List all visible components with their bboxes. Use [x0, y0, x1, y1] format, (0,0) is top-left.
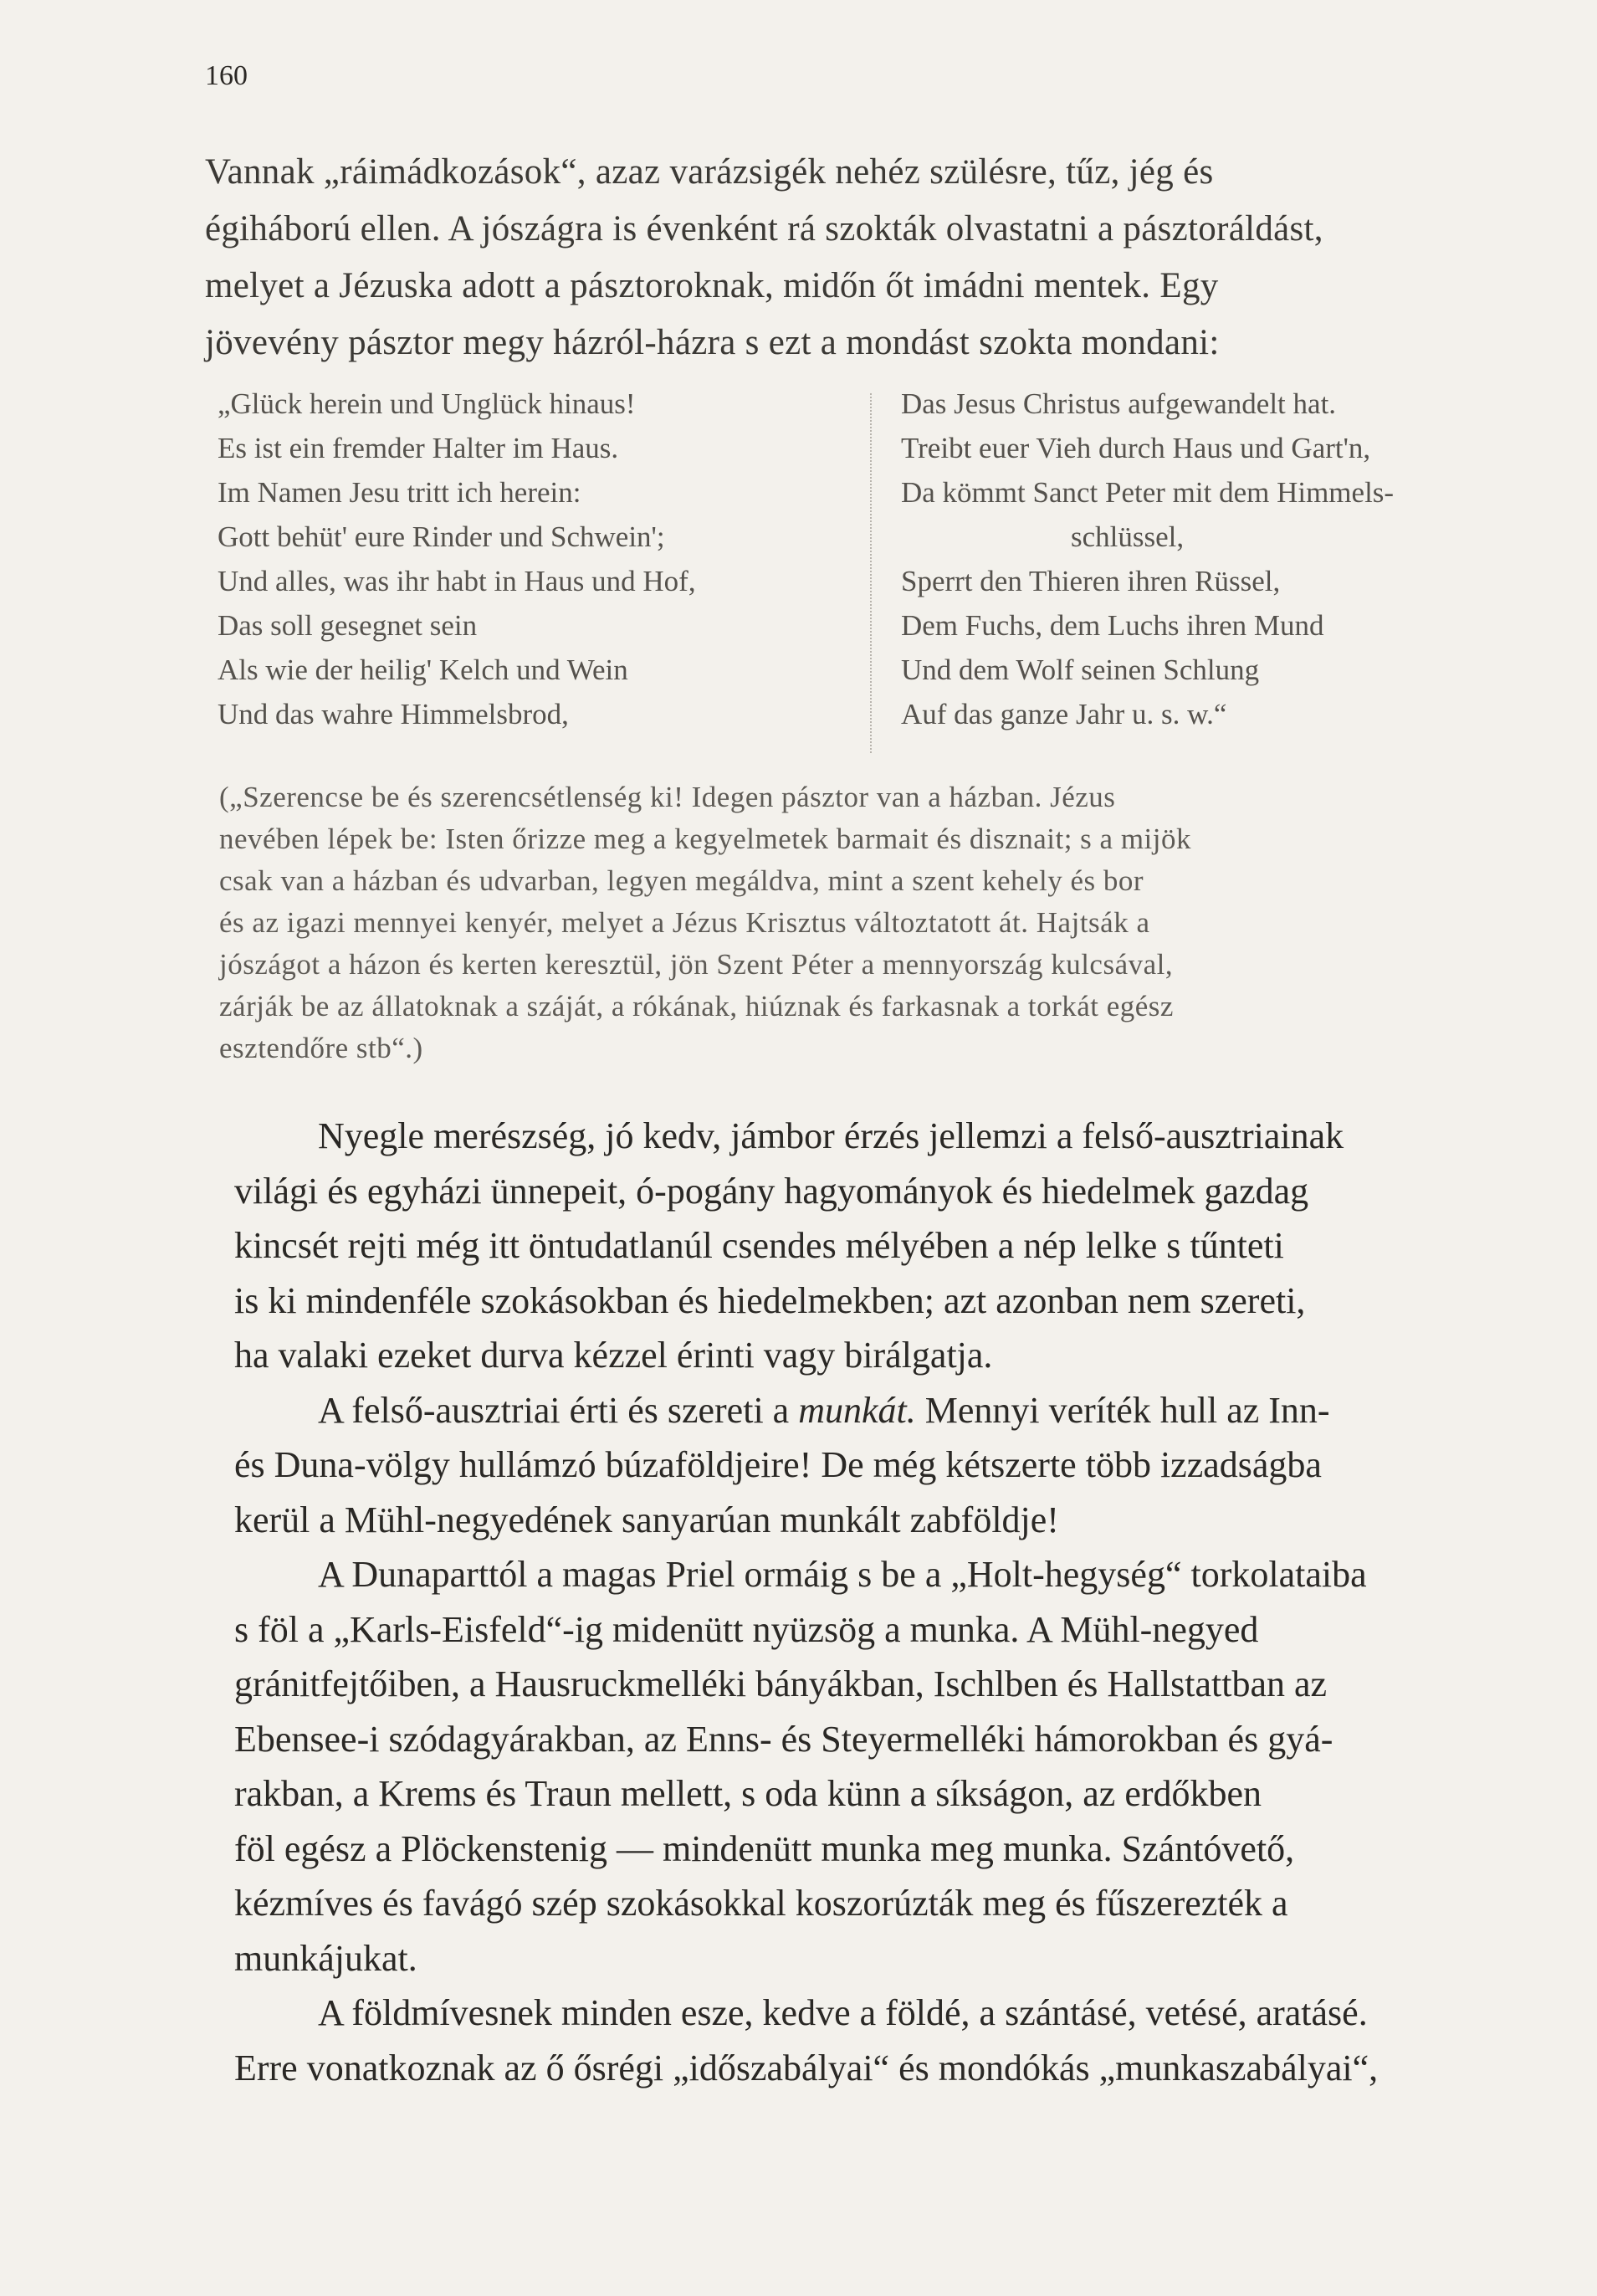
translation-line: nevében lépek be: Isten őrizze meg a kegyelmetek barmait és disznait; s a mijök: [219, 823, 1191, 855]
body-line: gránitfejtőiben, a Hausruckmelléki bányákban, Ischlben és Hallstattban az: [234, 1663, 1328, 1704]
translation-line: csak van a házban és udvarban, legyen megáldva, mint a szent kehely és bor: [219, 864, 1144, 897]
verse-line: Gott behüt' eure Rinder und Schwein';: [218, 520, 665, 553]
body-line: A Dunaparttól a magas Priel ormáig s be a „Holt-hegység“ torkolataiba: [318, 1554, 1367, 1595]
body-line: ha valaki ezeket durva kézzel érinti vagy birálgatja.: [234, 1335, 993, 1376]
verse-left-column: [218, 382, 853, 736]
intro-line: jövevény pásztor megy házról-házra s ezt a mondást szokta mondani:: [205, 323, 1220, 362]
body-line: világi és egyházi ünnepeit, ó-pogány hagyományok és hiedelmek gazdag: [234, 1170, 1309, 1212]
intro-line: égiháború ellen. A jószágra is évenként rá szokták olvastatni a pásztoráldást,: [205, 209, 1323, 249]
verse-line: Das soll gesegnet sein: [218, 609, 478, 642]
body-line: s föl a „Karls-Eisfeld“-ig midenütt nyüzsög a munka. A Mühl-negyed: [234, 1608, 1259, 1650]
verse-line: Im Namen Jesu tritt ich herein:: [218, 476, 581, 509]
intro-line: Vannak „ráimádkozások“, azaz varázsigék nehéz szülésre, tűz, jég és: [205, 152, 1214, 192]
body-text: [234, 1109, 1431, 2095]
verse-column-divider: [870, 393, 873, 753]
body-text-run: A felső-ausztriai érti és szereti a: [318, 1389, 799, 1431]
body-line: rakban, a Krems és Traun mellett, s oda künn a síkságon, az erdőkben: [234, 1773, 1262, 1814]
page-number: 160: [205, 60, 248, 91]
emphasis-word: munkát.: [798, 1389, 916, 1431]
verse-line: Und dem Wolf seinen Schlung: [901, 653, 1260, 686]
body-line: Nyegle merészség, jó kedv, jámbor érzés jellemzi a felső-ausztriainak: [318, 1115, 1344, 1156]
translation-line: („Szerencse be és szerencsétlenség ki! Idegen pásztor van a házban. Jézus: [219, 781, 1116, 813]
body-line: és Duna-völgy hullámzó búzaföldjeire! De még kétszerte több izzadságba: [234, 1444, 1322, 1485]
body-line: kincsét rejti még itt öntudatlanúl csendes mélyében a nép lelke s tűnteti: [234, 1225, 1284, 1266]
verse-line: Auf das ganze Jahr u. s. w.“: [901, 698, 1227, 730]
verse-line: Und das wahre Himmelsbrod,: [218, 698, 569, 730]
body-text-run: Mennyi veríték hull az Inn-: [915, 1389, 1330, 1431]
translation-line: zárják be az állatoknak a száját, a rókának, hiúznak és farkasnak a torkát egész: [219, 990, 1174, 1022]
verse-line: Da kömmt Sanct Peter mit dem Himmels-: [901, 476, 1395, 509]
verse-line: schlüssel,: [1071, 520, 1185, 553]
translation-line: jószágot a házon és kerten keresztül, jön Szent Péter a mennyország kulcsával,: [219, 948, 1174, 981]
translation-line: esztendőre stb“.): [219, 1032, 423, 1064]
verse-line: Als wie der heilig' Kelch und Wein: [218, 653, 628, 686]
verse-line: Es ist ein fremder Halter im Haus.: [218, 432, 619, 464]
intro-paragraph: [205, 144, 1422, 372]
body-line: Erre vonatkoznak az ő ősrégi „időszabályai“ és mondókás „munkaszabályai“,: [234, 2047, 1379, 2088]
translation-line: és az igazi mennyei kenyér, melyet a Jézus Krisztus változtatott át. Hajtsák a: [219, 906, 1150, 939]
body-line: kerül a Mühl-negyedének sanyarúan munkált zabföldje!: [234, 1499, 1059, 1540]
body-line: munkájukat.: [234, 1937, 417, 1979]
body-line: [234, 1383, 1431, 1438]
body-line: A földmívesnek minden esze, kedve a földé, a szántásé, vetésé, aratásé.: [318, 1992, 1368, 2033]
verse-line: Und alles, was ihr habt in Haus und Hof,: [218, 565, 696, 597]
verse-line: „Glück herein und Unglück hinaus!: [218, 387, 636, 420]
body-line: kézmíves és favágó szép szokásokkal koszorúzták meg és fűszerezték a: [234, 1883, 1288, 1924]
verse-right-column: [901, 382, 1487, 736]
verse-line: Das Jesus Christus aufgewandelt hat.: [901, 387, 1337, 420]
verse-translation: [219, 776, 1426, 1069]
verse-line: Sperrt den Thieren ihren Rüssel,: [901, 565, 1281, 597]
body-line: is ki mindenféle szokásokban és hiedelmekben; azt azonban nem szereti,: [234, 1279, 1306, 1321]
intro-line: melyet a Jézuska adott a pásztoroknak, midőn őt imádni mentek. Egy: [205, 266, 1219, 305]
verse-line: Treibt euer Vieh durch Haus und Gart'n,: [901, 432, 1371, 464]
body-line: föl egész a Plöckenstenig — mindenütt munka meg munka. Szántóvető,: [234, 1827, 1295, 1869]
body-line: Ebensee-i szódagyárakban, az Enns- és Steyermelléki hámorokban és gyá-: [234, 1718, 1333, 1760]
verse-line: Dem Fuchs, dem Luchs ihren Mund: [901, 609, 1324, 642]
